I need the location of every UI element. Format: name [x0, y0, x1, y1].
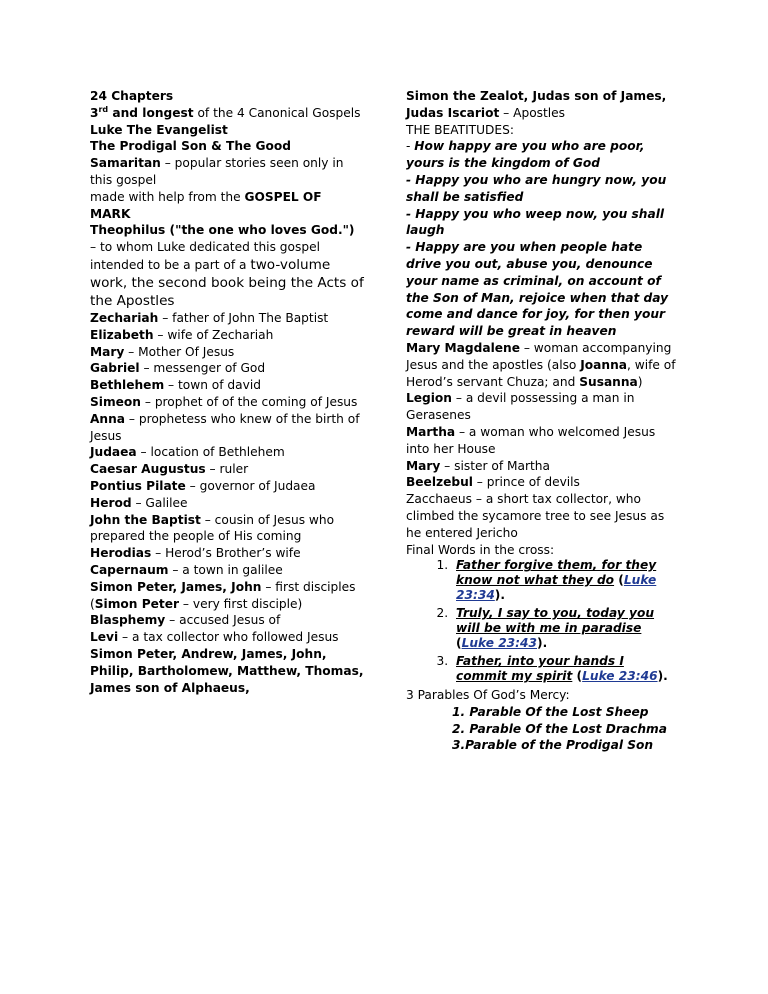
- list-item: Bethlehem – town of david: [90, 378, 261, 393]
- list-item: Simeon – prophet of of the coming of Jesus: [90, 394, 358, 409]
- list-item: Caesar Augustus – ruler: [90, 462, 249, 477]
- luke-23-43-link[interactable]: Luke 23:43: [461, 636, 537, 651]
- theophilus-line: Theophilus ("the one who loves God.") – to whom Luke dedicated this gospel: [90, 223, 355, 255]
- zacchaeus-line: Zacchaeus – a short tax collector, who climbed the sycamore tree to see Jesus as he entered Jericho: [406, 492, 665, 540]
- chapters-line: 24 Chapters: [90, 89, 174, 103]
- left-column: [90, 88, 364, 696]
- parable-item: 3.Parable of the Prodigal Son: [452, 738, 654, 753]
- two-volume-line: intended to be a part of a two-volume work, the second book being the Acts of the Apostles: [90, 256, 364, 309]
- evangelist-line: Luke The Evangelist: [90, 122, 228, 137]
- beatitude-1: - How happy are you who are poor, yours is the kingdom of God: [406, 139, 645, 171]
- levi-line: Levi – a tax collector who followed Jesus: [90, 630, 339, 645]
- parables-title: 3 Parables Of God’s Mercy:: [406, 688, 570, 703]
- beatitude-3: - Happy you who weep now, you shall laugh: [406, 206, 665, 238]
- list-item: Elizabeth – wife of Zechariah: [90, 327, 274, 342]
- mary-magdalene-line: Mary Magdalene – woman accompanying Jesus and the apostles (also Joanna, wife of Herod’s servant Chuza; and Susanna): [406, 340, 676, 389]
- luke-23-46-link[interactable]: Luke 23:46: [582, 669, 658, 684]
- list-item: Martha – a woman who welcomed Jesus into her House: [406, 424, 656, 456]
- right-column: [406, 88, 678, 754]
- left-entry-list: [90, 310, 364, 579]
- list-item: Herodias – Herod’s Brother’s wife: [90, 546, 301, 561]
- gospel-mark-line: made with help from the GOSPEL OF MARK: [90, 189, 322, 221]
- list-item: Capernaum – a town in galilee: [90, 562, 283, 577]
- beatitudes-title: THE BEATITUDES:: [406, 122, 514, 137]
- parable-item: 2. Parable Of the Lost Drachma: [452, 721, 667, 736]
- apostles-line: Simon Peter, Andrew, James, John, Philip, Bartholomew, Matthew, Thomas, James son of Alphaeus,: [90, 646, 364, 695]
- final-words-list: [406, 558, 678, 684]
- final-word-item: 3. Father, into your hands I commit my spirit (Luke 23:46).: [452, 654, 678, 684]
- list-item: Gabriel – messenger of God: [90, 361, 266, 376]
- longest-line: 3rd and longest of the 4 Canonical Gospels: [90, 104, 361, 120]
- blasphemy-line: Blasphemy – accused Jesus of: [90, 613, 281, 628]
- final-words-title: Final Words in the cross:: [406, 542, 555, 557]
- list-item: Judaea – location of Bethlehem: [90, 445, 285, 460]
- prodigal-line: The Prodigal Son & The Good Samaritan – popular stories seen only in this gospel: [90, 139, 344, 187]
- beatitude-4: - Happy are you when people hate drive you out, abuse you, denounce your name as criminal, on account of the Son of Man, rejoice when that day come and dance for joy, for then your reward will be great in heaven: [406, 240, 669, 339]
- list-item: John the Baptist – cousin of Jesus who prepared the people of His coming: [90, 512, 335, 544]
- list-item: Legion – a devil possessing a man in Gerasenes: [406, 391, 635, 423]
- list-item: Mary – Mother Of Jesus: [90, 344, 235, 359]
- list-item: Zechariah – father of John The Baptist: [90, 310, 329, 325]
- beatitude-2: - Happy you who are hungry now, you shall be satisfied: [406, 172, 667, 204]
- parable-item: 1. Parable Of the Lost Sheep: [452, 705, 649, 720]
- list-item: Pontius Pilate – governor of Judaea: [90, 478, 316, 493]
- apostles-continued: Simon the Zealot, Judas son of James, Judas Iscariot – Apostles: [406, 89, 667, 120]
- list-item: Beelzebul – prince of devils: [406, 475, 580, 490]
- disciples-line: Simon Peter, James, John – first disciples (Simon Peter – very first disciple): [90, 579, 356, 611]
- list-item: Anna – prophetess who knew of the birth of Jesus: [90, 411, 360, 443]
- list-item: Mary – sister of Martha: [406, 458, 550, 473]
- list-item: Herod – Galilee: [90, 495, 188, 510]
- luke-23-34-link[interactable]: Luke 23:34: [456, 573, 657, 603]
- final-word-item: 1. Father forgive them, for they know not what they do (Luke 23:34).: [452, 558, 678, 603]
- final-word-item: 2. Truly, I say to you, today you will be with me in paradise (Luke 23:43).: [452, 606, 678, 651]
